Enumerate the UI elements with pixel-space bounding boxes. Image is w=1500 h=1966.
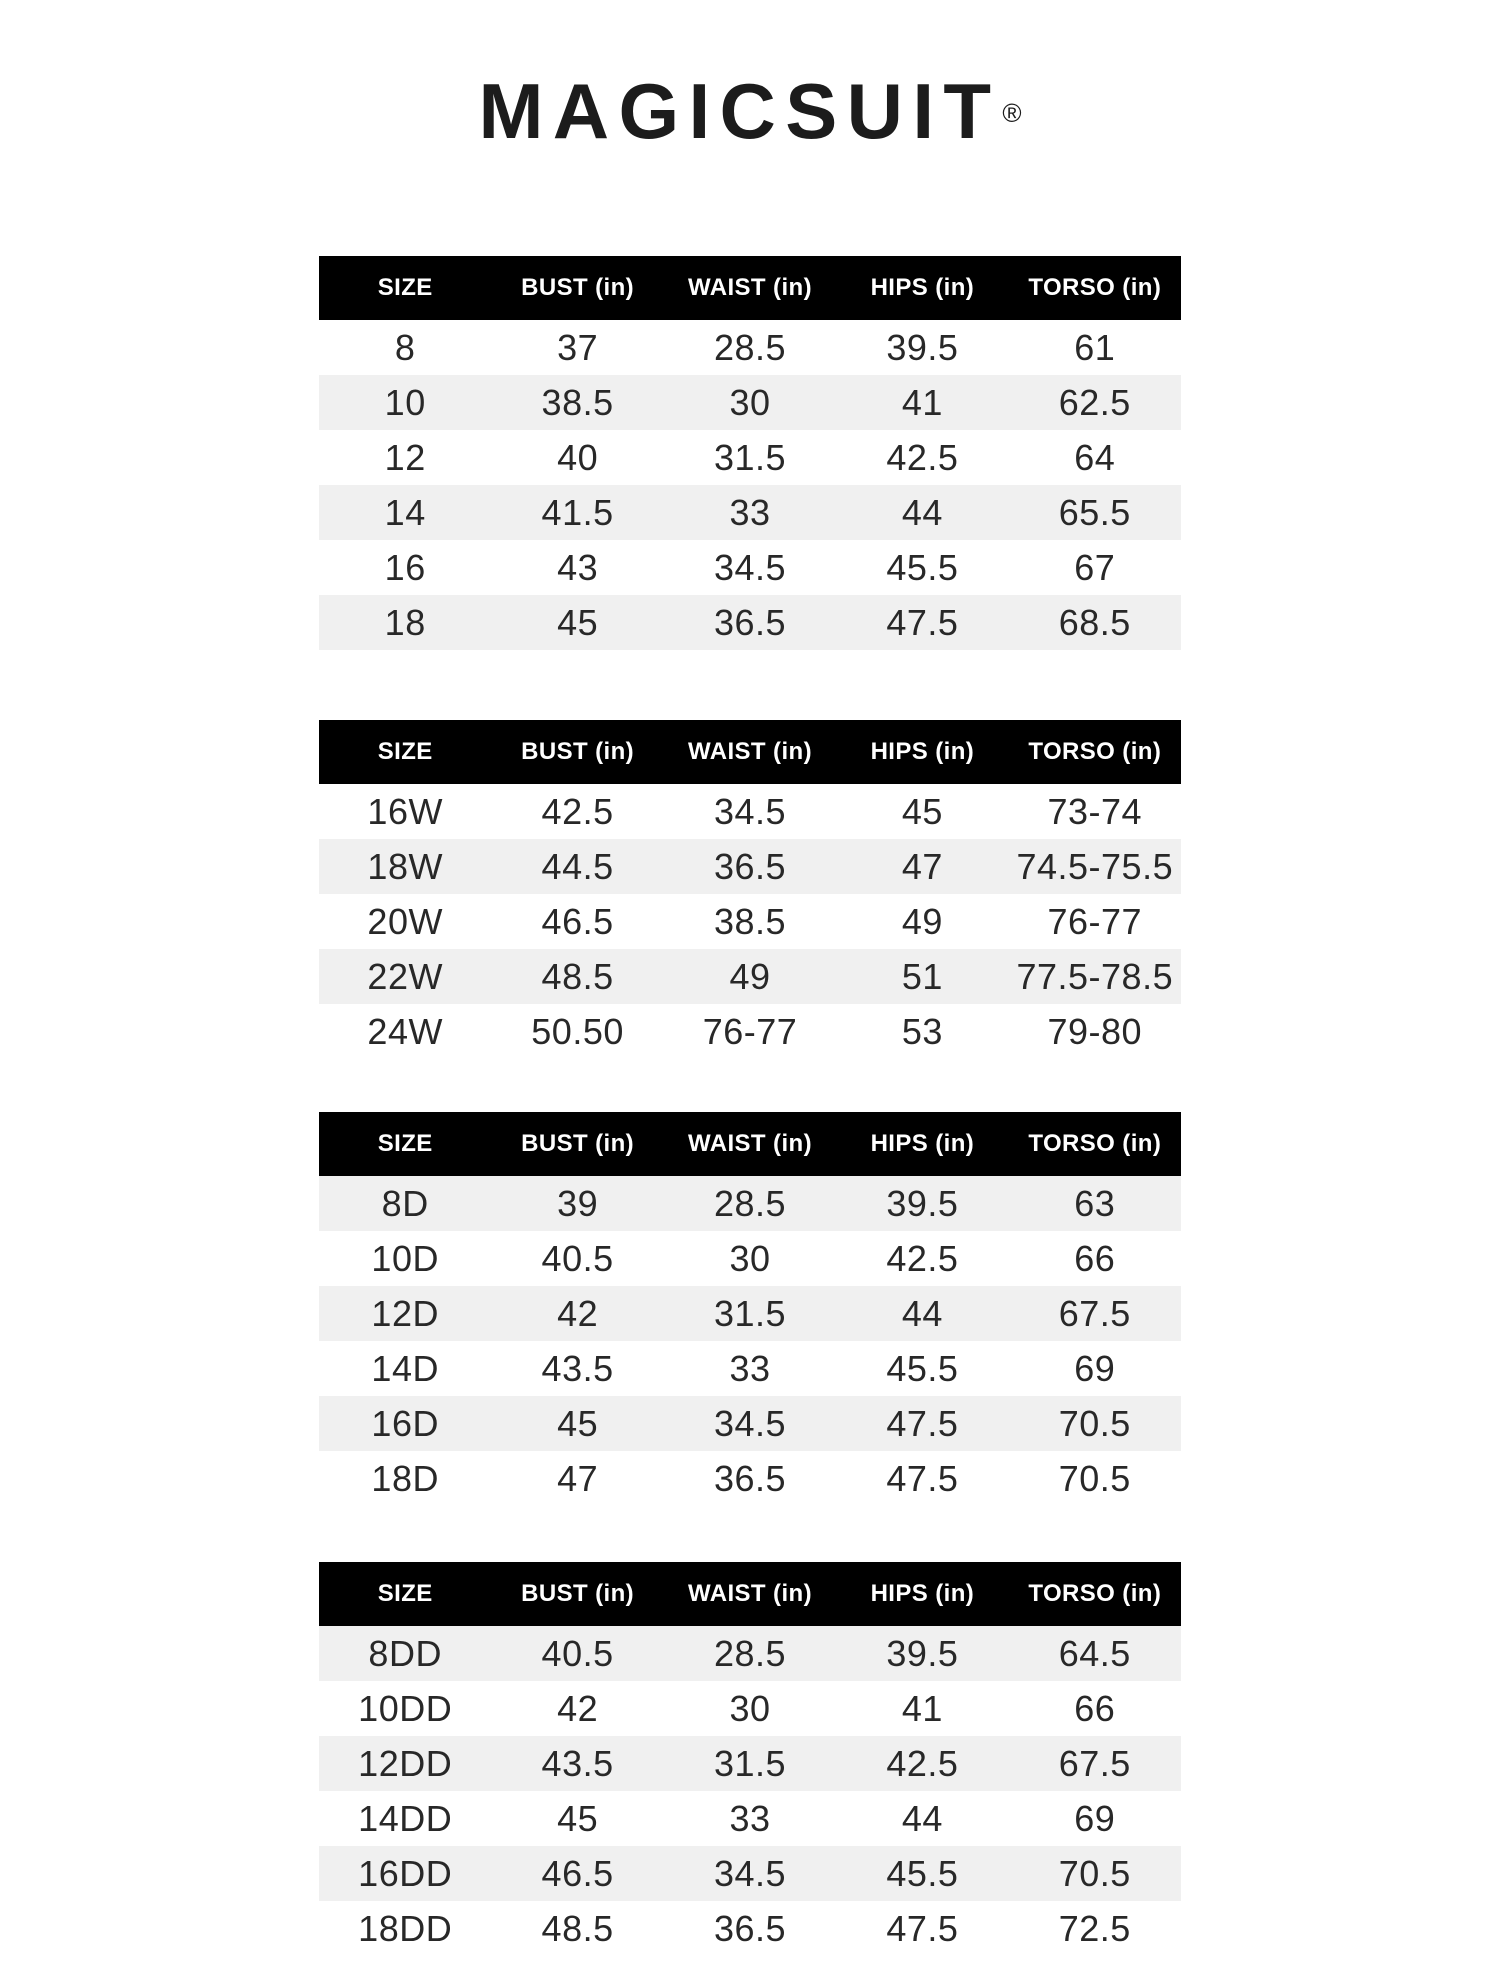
table-row	[319, 1341, 1181, 1396]
table-row	[319, 1901, 1181, 1956]
table-row	[319, 784, 1181, 839]
size-cell: 8	[394, 326, 416, 368]
measurement-cell: 70.5	[1058, 1457, 1131, 1499]
measurement-cell: 36.5	[713, 601, 787, 643]
measurement-cell: 74.5-75.5	[1016, 845, 1174, 887]
column-header: WAIST (in)	[664, 1112, 836, 1176]
size-cell: 16D	[371, 1402, 439, 1444]
measurement-cell: 44.5	[541, 845, 614, 887]
measurement-cell: 31.5	[713, 1292, 787, 1334]
measurement-cell: 41.5	[541, 491, 614, 533]
table-row	[319, 430, 1181, 485]
table-body	[319, 1176, 1181, 1506]
table-row	[319, 839, 1181, 894]
measurement-cell: 34.5	[713, 790, 787, 832]
measurement-cell: 42.5	[886, 436, 959, 478]
measurement-cell: 37	[557, 326, 599, 368]
measurement-cell: 46.5	[541, 1852, 614, 1894]
measurement-cell: 28.5	[713, 1632, 787, 1674]
measurement-cell: 38.5	[541, 381, 614, 423]
measurement-cell: 49	[901, 900, 943, 942]
column-header: HIPS (in)	[836, 720, 1008, 784]
column-header: TORSO (in)	[1009, 256, 1181, 320]
measurement-cell: 45.5	[886, 1852, 959, 1894]
table-row	[319, 894, 1181, 949]
measurement-cell: 44	[901, 1797, 943, 1839]
table-row	[319, 540, 1181, 595]
column-header: WAIST (in)	[664, 1562, 836, 1626]
size-chart-table-womens-plus	[319, 720, 1181, 1059]
measurement-cell: 67	[1074, 546, 1116, 588]
size-cell: 14D	[371, 1347, 439, 1389]
measurement-cell: 47	[557, 1457, 599, 1499]
column-header: WAIST (in)	[664, 256, 836, 320]
measurement-cell: 42.5	[541, 790, 614, 832]
measurement-cell: 77.5-78.5	[1016, 955, 1174, 997]
table-row	[319, 1846, 1181, 1901]
size-cell: 22W	[367, 955, 443, 997]
size-cell: 12D	[371, 1292, 439, 1334]
measurement-cell: 34.5	[713, 546, 787, 588]
column-header: TORSO (in)	[1009, 720, 1181, 784]
column-header: TORSO (in)	[1009, 1562, 1181, 1626]
measurement-cell: 33	[729, 1797, 771, 1839]
column-header: SIZE	[319, 1112, 491, 1176]
size-cell: 18DD	[358, 1907, 453, 1949]
size-cell: 16	[384, 546, 426, 588]
registered-trademark-icon: ®	[1002, 98, 1022, 128]
measurement-cell: 46.5	[541, 900, 614, 942]
header-row	[319, 1562, 1181, 1626]
measurement-cell: 66	[1074, 1687, 1116, 1729]
measurement-cell: 45	[557, 1797, 599, 1839]
measurement-cell: 31.5	[713, 1742, 787, 1784]
size-cell: 18	[384, 601, 426, 643]
table-row	[319, 485, 1181, 540]
table-body	[319, 784, 1181, 1059]
column-header: BUST (in)	[491, 1562, 663, 1626]
measurement-cell: 34.5	[713, 1402, 787, 1444]
measurement-cell: 47.5	[886, 1457, 959, 1499]
measurement-cell: 65.5	[1058, 491, 1131, 533]
measurement-cell: 67.5	[1058, 1292, 1131, 1334]
header-row	[319, 256, 1181, 320]
measurement-cell: 39.5	[886, 326, 959, 368]
measurement-cell: 39.5	[886, 1182, 959, 1224]
table-row	[319, 1396, 1181, 1451]
table-row	[319, 375, 1181, 430]
table-row	[319, 1286, 1181, 1341]
measurement-cell: 45	[557, 1402, 599, 1444]
column-header: TORSO (in)	[1009, 1112, 1181, 1176]
measurement-cell: 70.5	[1058, 1402, 1131, 1444]
size-chart-section-standard	[319, 256, 1181, 650]
measurement-cell: 41	[901, 381, 943, 423]
measurement-cell: 79-80	[1047, 1010, 1143, 1052]
size-cell: 8D	[381, 1182, 429, 1224]
measurement-cell: 44	[901, 1292, 943, 1334]
measurement-cell: 40.5	[541, 1237, 614, 1279]
measurement-cell: 45.5	[886, 1347, 959, 1389]
size-cell: 20W	[367, 900, 443, 942]
table-row	[319, 1681, 1181, 1736]
size-cell: 10D	[371, 1237, 439, 1279]
size-cell: 14	[384, 491, 426, 533]
size-chart-section-dd-cup	[319, 1562, 1181, 1956]
column-header: HIPS (in)	[836, 1562, 1008, 1626]
measurement-cell: 45.5	[886, 546, 959, 588]
size-cell: 24W	[367, 1010, 443, 1052]
table-row	[319, 595, 1181, 650]
measurement-cell: 42	[557, 1687, 599, 1729]
table-body	[319, 320, 1181, 650]
table-row	[319, 320, 1181, 375]
measurement-cell: 33	[729, 1347, 771, 1389]
measurement-cell: 76-77	[1047, 900, 1143, 942]
table-header	[319, 256, 1181, 320]
column-header: BUST (in)	[491, 256, 663, 320]
header-row	[319, 1112, 1181, 1176]
column-header: HIPS (in)	[836, 1112, 1008, 1176]
column-header: WAIST (in)	[664, 720, 836, 784]
measurement-cell: 48.5	[541, 1907, 614, 1949]
measurement-cell: 30	[729, 1687, 771, 1729]
measurement-cell: 47.5	[886, 1402, 959, 1444]
measurement-cell: 30	[729, 381, 771, 423]
measurement-cell: 49	[729, 955, 771, 997]
size-cell: 12DD	[358, 1742, 453, 1784]
table-header	[319, 1562, 1181, 1626]
measurement-cell: 61	[1074, 326, 1116, 368]
size-cell: 10DD	[358, 1687, 453, 1729]
table-header	[319, 1112, 1181, 1176]
table-row	[319, 1736, 1181, 1791]
size-cell: 12	[384, 436, 426, 478]
size-cell: 16DD	[358, 1852, 453, 1894]
measurement-cell: 64.5	[1058, 1632, 1131, 1674]
measurement-cell: 36.5	[713, 845, 787, 887]
measurement-cell: 50.50	[531, 1010, 624, 1052]
brand-logo	[0, 67, 1500, 155]
measurement-cell: 47.5	[886, 1907, 959, 1949]
measurement-cell: 33	[729, 491, 771, 533]
measurement-cell: 40.5	[541, 1632, 614, 1674]
table-row	[319, 1176, 1181, 1231]
size-cell: 18D	[371, 1457, 439, 1499]
measurement-cell: 39.5	[886, 1632, 959, 1674]
table-row	[319, 1451, 1181, 1506]
table-row	[319, 1004, 1181, 1059]
measurement-cell: 45	[901, 790, 943, 832]
measurement-cell: 30	[729, 1237, 771, 1279]
measurement-cell: 39	[557, 1182, 599, 1224]
measurement-cell: 69	[1074, 1347, 1116, 1389]
column-header: SIZE	[319, 256, 491, 320]
measurement-cell: 51	[901, 955, 943, 997]
table-row	[319, 1231, 1181, 1286]
measurement-cell: 69	[1074, 1797, 1116, 1839]
size-cell: 16W	[367, 790, 443, 832]
table-row	[319, 949, 1181, 1004]
measurement-cell: 63	[1074, 1182, 1116, 1224]
measurement-cell: 38.5	[713, 900, 787, 942]
measurement-cell: 73-74	[1047, 790, 1143, 832]
column-header: SIZE	[319, 1562, 491, 1626]
measurement-cell: 28.5	[713, 326, 787, 368]
measurement-cell: 68.5	[1058, 601, 1131, 643]
table-row	[319, 1791, 1181, 1846]
measurement-cell: 43	[557, 546, 599, 588]
table-body	[319, 1626, 1181, 1956]
measurement-cell: 45	[557, 601, 599, 643]
measurement-cell: 34.5	[713, 1852, 787, 1894]
size-chart-table-dd-cup	[319, 1562, 1181, 1956]
measurement-cell: 42	[557, 1292, 599, 1334]
size-chart-table-standard	[319, 256, 1181, 650]
measurement-cell: 41	[901, 1687, 943, 1729]
size-cell: 8DD	[368, 1632, 442, 1674]
size-chart-section-womens-plus	[319, 720, 1181, 1059]
measurement-cell: 47.5	[886, 601, 959, 643]
measurement-cell: 44	[901, 491, 943, 533]
size-charts	[319, 256, 1181, 1956]
measurement-cell: 28.5	[713, 1182, 787, 1224]
measurement-cell: 72.5	[1058, 1907, 1131, 1949]
column-header: SIZE	[319, 720, 491, 784]
measurement-cell: 48.5	[541, 955, 614, 997]
measurement-cell: 42.5	[886, 1742, 959, 1784]
table-header	[319, 720, 1181, 784]
column-header: BUST (in)	[491, 720, 663, 784]
size-chart-table-d-cup	[319, 1112, 1181, 1506]
measurement-cell: 36.5	[713, 1907, 787, 1949]
measurement-cell: 70.5	[1058, 1852, 1131, 1894]
measurement-cell: 53	[901, 1010, 943, 1052]
column-header: HIPS (in)	[836, 256, 1008, 320]
measurement-cell: 31.5	[713, 436, 787, 478]
measurement-cell: 62.5	[1058, 381, 1131, 423]
size-cell: 18W	[367, 845, 443, 887]
column-header: BUST (in)	[491, 1112, 663, 1176]
measurement-cell: 66	[1074, 1237, 1116, 1279]
measurement-cell: 42.5	[886, 1237, 959, 1279]
size-chart-section-d-cup	[319, 1112, 1181, 1506]
header-row	[319, 720, 1181, 784]
measurement-cell: 76-77	[702, 1010, 798, 1052]
brand-header	[0, 0, 1500, 155]
measurement-cell: 36.5	[713, 1457, 787, 1499]
brand-logo-text: MAGICSUIT	[478, 67, 1001, 155]
measurement-cell: 40	[557, 436, 599, 478]
size-cell: 14DD	[358, 1797, 453, 1839]
measurement-cell: 47	[901, 845, 943, 887]
size-cell: 10	[384, 381, 426, 423]
table-row	[319, 1626, 1181, 1681]
measurement-cell: 67.5	[1058, 1742, 1131, 1784]
measurement-cell: 43.5	[541, 1347, 614, 1389]
measurement-cell: 43.5	[541, 1742, 614, 1784]
measurement-cell: 64	[1074, 436, 1116, 478]
